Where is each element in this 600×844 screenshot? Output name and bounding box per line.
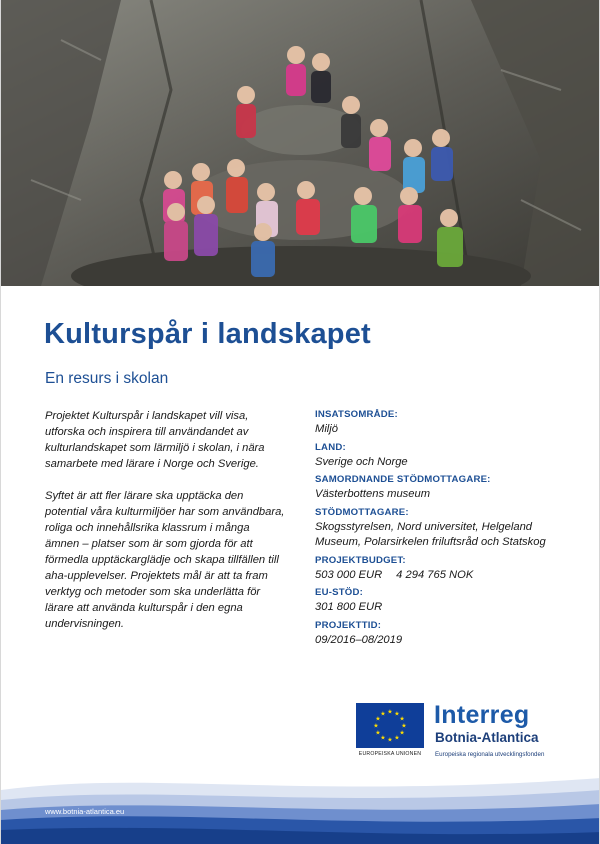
svg-text:★: ★ [380,734,386,742]
intro-text [45,408,285,648]
svg-text:★: ★ [399,715,405,723]
stodmottagare-label: STÖDMOTTAGARE: [315,506,409,518]
stodmottagare-value: Skogsstyrelsen, Nord universitet, Helgeland Museum, Polarsirkelen friluftsråd och Statskog [315,520,546,548]
budget-nok: 4 294 765 NOK [396,568,474,581]
budget-eur: 503 000 EUR [315,568,383,581]
svg-text:★: ★ [373,722,379,730]
eu-stod-label: EU-STÖD: [315,587,363,598]
svg-text:★: ★ [387,736,393,744]
eu-caption: EUROPEISKA UNIONEN [358,751,422,757]
logo-area [356,703,576,763]
intro-paragraph: Projektet Kulturspår i landskapet vill visa, utforska och inspirera till användandet av kulturlandskapet som lärmiljö i skolan, i nära samarbete med lärare i Norge och Sverige. [45,410,265,470]
eu-flag-icon [356,703,424,748]
svg-text:★: ★ [399,729,405,737]
insatsomrade-value: Miljö [315,423,338,435]
land-label: LAND: [315,441,346,453]
samordnande-value: Västerbottens museum [315,488,431,500]
svg-text:★: ★ [375,729,381,737]
svg-text:★: ★ [387,708,393,716]
budget-value [315,568,565,584]
project-facts [315,408,565,651]
samordnande-label: SAMORDNANDE STÖDMOTTAGARE: [315,474,491,485]
eu-stars-icon [356,703,424,748]
svg-text:★: ★ [394,734,400,742]
budget-label: PROJEKTBUDGET: [315,554,406,566]
svg-text:★: ★ [380,710,386,718]
svg-text:★: ★ [375,715,381,723]
program-name: Botnia-Atlantica [435,730,539,745]
interreg-logo: Interreg [434,701,530,729]
group-photo-illustration [1,0,600,286]
eu-stod-value: 301 800 EUR [315,601,383,613]
fund-name: Europeiska regionala utvecklingsfonden [435,751,545,758]
projekttid-value: 09/2016–08/2019 [315,633,403,646]
website-link[interactable]: www.botnia-atlantica.eu [45,807,125,816]
svg-text:★: ★ [401,722,407,730]
projekttid-label: PROJEKTTID: [315,619,382,631]
svg-text:★: ★ [394,710,400,718]
land-value: Sverige och Norge [315,455,408,468]
page-title: Kulturspår i landskapet [44,318,371,350]
page-subtitle: En resurs i skolan [45,370,169,387]
intro-paragraph: Syftet är att fler lärare ska upptäcka den potential våra kulturmiljöer har som användbara, roliga och innehållsrika klassrum i många ämnen – platser som är som gjorda för att förmedla upptäckarglädje och skapa tillfällen till aha-upplevelser. Projektets mål är att ta fram verktyg och metoder som ska underlätta för lärare att använda kulturspår i den egna undervisningen. [45,490,285,630]
insatsomrade-label: INSATSOMRÅDE: [315,409,398,420]
hero-photo [1,0,600,286]
